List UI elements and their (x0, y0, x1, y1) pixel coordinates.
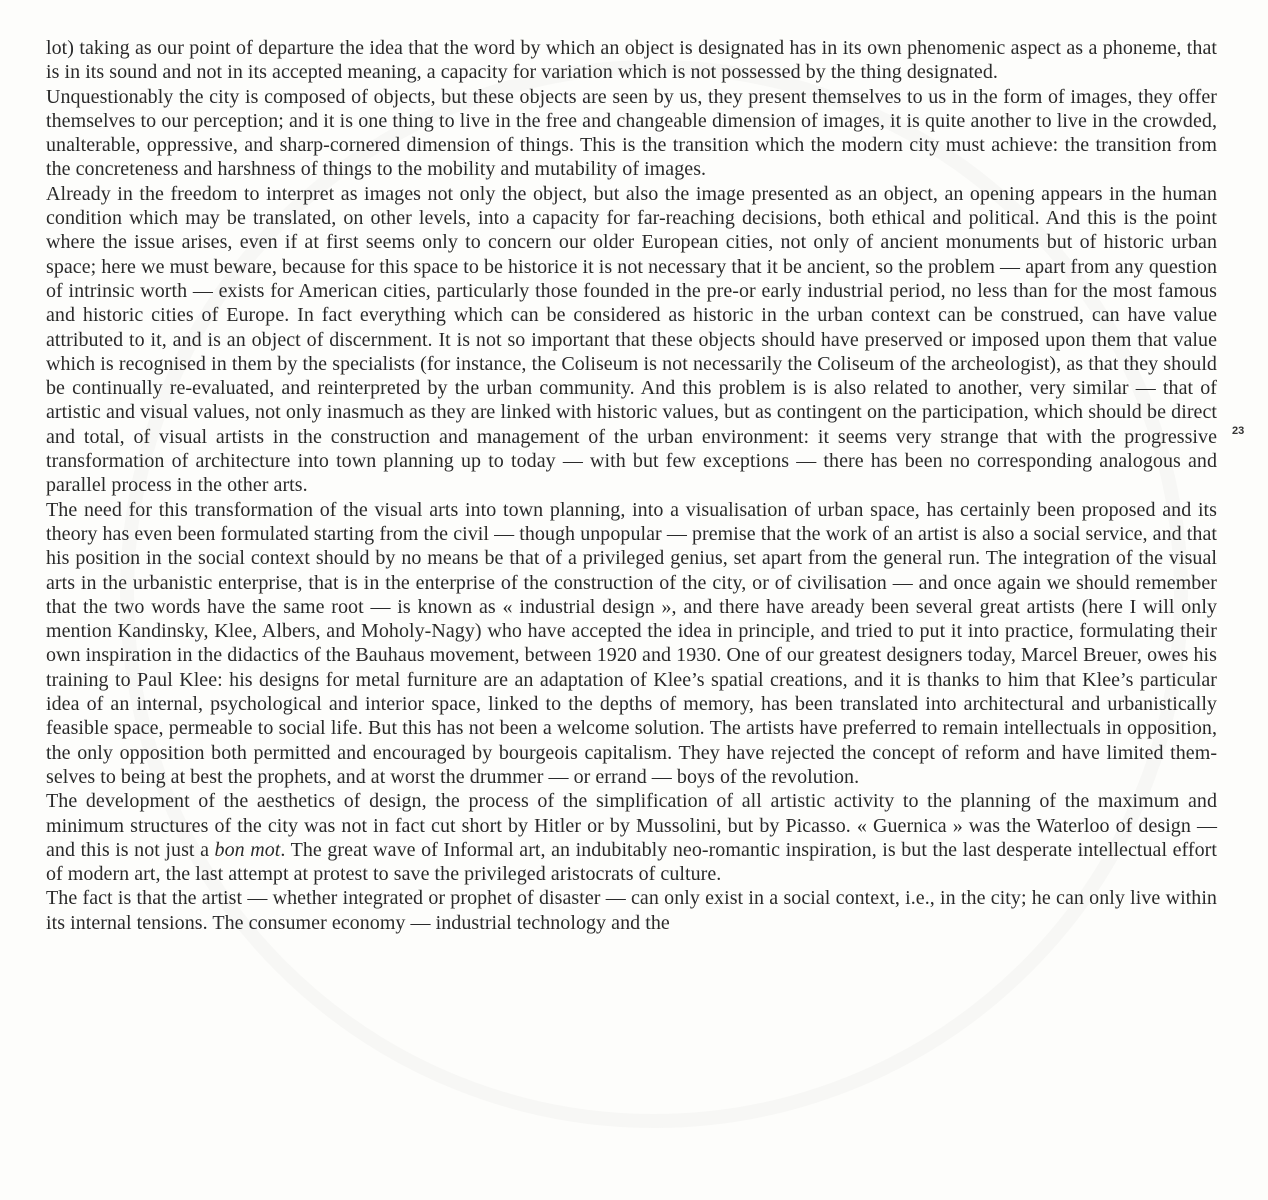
page-body (46, 36, 1217, 935)
paragraph: The development of the aesthetics of design, the process of the simplification of all artistic activity to the planning of the maximum and minimum structures of the city was not in fact cut short by Hitler or by Mussolini, but by Picasso. « Guernica » was the Waterloo of design — and this is not just a bon mot. The great wave of Informal art, an indubitably neo-romantic inspiration, is but the last desperate intellectual effort of modern art, the last attempt at protest to save the privileged aristocrats of culture. (46, 790, 1217, 886)
paragraph: The fact is that the artist — whether integrated or prophet of disaster — can only exist in a social context, i.e., in the city; he can only live within its internal tensions. The consumer economy — industrial technology and the (46, 887, 1217, 934)
paragraph: Already in the freedom to interpret as images not only the object, but also the image presented as an object, an opening appears in the human condition which may be translated, on other levels, into a capacity for far-reaching decisions, both ethical and political. And this is the point where the issue arises, even if at first seems only to concern our older European cities, not only of ancient monuments but of historic urban space; here we must beware, because for this space to be historice it is not necessary that it be ancient, so the problem — apart from any question of intrinsic worth — exists for American cities, particularly those founded in the pre-or early industrial period, no less than for the most famous and historic cities of Europe. In fact everything which can be considered as historic in the urban context can be construed, can have value attributed to it, and is an object of discernment. It is not so important that these objects should have preserved or imposed upon them that value which is recognised in them by the specialists (for instance, the Coliseum is not necessarily the Coliseum of the archeologist), as that they should be continually re-evaluated, and reinterpreted by the urban community. And this problem is is also related to another, very similar — that of artistic and visual values, not only inasmuch as they are linked with historic values, but as contingent on the participation, which should be direct and total, of visual artists in the construction and management of the urban environment: it seems very strange that with the progressive transformation of architecture into town planning up to today — with but few exceptions — there has been no corresponding analogous and parallel process in the other arts. (46, 182, 1217, 497)
paragraph: lot) taking as our point of departure the idea that the word by which an object is designated has in its own phenomenic aspect as a phoneme, that is in its sound and not in its accepted meaning, a capacity for variation which is not possessed by the thing designated. (46, 37, 1217, 84)
paragraph: The need for this transformation of the visual arts into town planning, into a visualisation of urban space, has certainly been proposed and its theory has even been formulated starting from the civil — though unpopular — premise that the work of an artist is also a social service, and that his position in the social context should by no means be that of a privileged genius, set apart from the general run. The integration of the visual arts in the urbanistic enterprise, that is in the enterprise of the construction of the city, or of civilisation — and once again we should remember that the two words have the same root — is known as « industrial design », and there have aready been several great artists (here I will only mention Kandinsky, Klee, Albers, and Moholy-Nagy) who have accepted the idea in principle, and tried to put it into practice, formulating their own inspiration in the didactics of the Bauhaus movement, between 1920 and 1930. One of our greatest designers today, Marcel Breuer, owes his training to Paul Klee: his designs for metal furniture are an adaptation of Klee’s spatial creations, and it is thanks to him that Klee’s particular idea of an internal, psychological and interior space, linked to the depths of memory, has been translated into architectural and urbanistically feasible space, permeable to social life. But this has not been a welcome solution. The artists have preferred to remain intellectuals in opposition, the only opposition both permitted and encouraged by bourgeois capitalism. They have rejected the concept of reform and have limited themselves to being at best the prophets, and at worst the drummer — or errand — boys of the revolution. (46, 498, 1217, 788)
italic-phrase: bon mot (214, 838, 281, 861)
page-number: 23 (1232, 425, 1245, 437)
paragraph: Unquestionably the city is composed of objects, but these objects are seen by us, they present themselves to us in the form of images, they offer themselves to our perception; and it is one thing to live in the free and changeable dimension of images, it is quite another to live in the crowded, unalterable, oppressive, and sharp-cornered dimension of things. This is the transition which the modern city must achieve: the transition from the concreteness and harshness of things to the mobility and mutability of images. (46, 85, 1217, 181)
